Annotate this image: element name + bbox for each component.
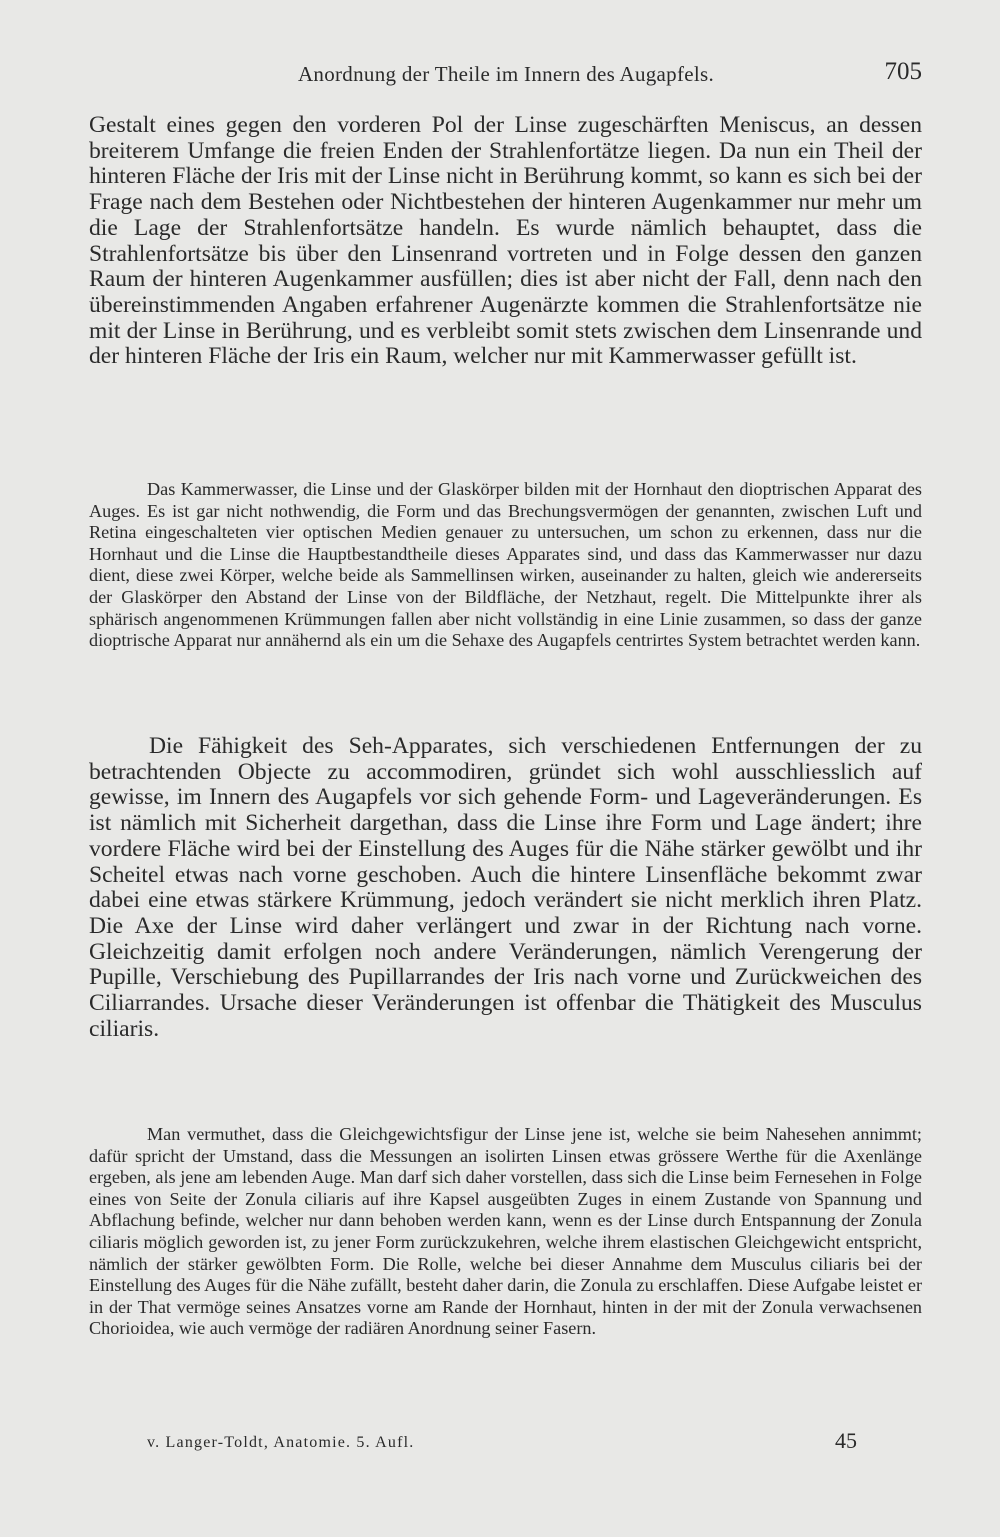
page-header bbox=[90, 58, 922, 92]
note-paragraph-2: Man vermuthet, dass die Gleichgewichtsfigur der Linse jene ist, welche sie beim Nahesehen annimmt; dafür spricht der Umstand, dass die Messungen an isolirten Linsen etwas grössere Werthe für die Axenlänge ergeben, als jene am lebenden Auge. Man darf sich daher vorstellen, dass sich die Linse beim Fernesehen in Folge eines von Seite der Zonula ciliaris auf ihre Kapsel ausgeübten Zuges in einem Zustande von Spannung und Abflachung befinde, welcher nur dann behoben werden kann, wenn es der Linse durch Entspannung der Zonula ciliaris möglich geworden ist, zu jener Form zurückzukehren, welche ihrem elastischen Gleichgewicht entspricht, nämlich der stärker gewölbten Form. Die Rolle, welche bei dieser Annahme dem Musculus ciliaris bei der Einstellung des Auges für die Nähe zufällt, besteht daher darin, die Zonula zu erschlaffen. Diese Aufgabe leistet er in der That vermöge seines Ansatzes vorne am Rande der Hornhaut, hinten in der mit der Zonula verwachsenen Chorioidea, wie auch vermöge der radiären Anordnung seiner Fasern. bbox=[89, 1124, 922, 1339]
running-head: Anordnung der Theile im Innern des Augapfels. bbox=[297, 62, 715, 86]
page-footer bbox=[147, 1428, 857, 1458]
body-paragraph-2: Die Fähigkeit des Seh-Apparates, sich verschiedenen Entfernungen der zu betrachtenden Objecte zu accommodiren, gründet sich wohl ausschliesslich auf gewisse, im Innern des Augapfels vor sich gehende Form- und Lageveränderungen. Es ist nämlich mit Sicherheit dargethan, dass die Linse ihre Form und Lage ändert; ihre vordere Fläche wird bei der Einstellung des Auges für die Nähe stärker gewölbt und ihr Scheitel etwas nach vorne geschoben. Auch die hintere Linsenfläche bekommt zwar dabei eine etwas stärkere Krümmung, jedoch verändert sie nicht merklich ihren Platz. Die Axe der Linse wird daher verlängert und zwar in der Richtung nach vorne. Gleichzeitig damit erfolgen noch andere Veränderungen, nämlich Verengerung der Pupille, Verschiebung des Pupillarrandes der Iris nach vorne und Zurückweichen des Ciliarrandes. Ursache dieser Veränderungen ist offenbar die Thätigkeit des Musculus ciliaris. bbox=[89, 733, 922, 1042]
page-number: 705 bbox=[884, 58, 922, 85]
body-paragraph-1: Gestalt eines gegen den vorderen Pol der Linse zugeschärften Meniscus, an dessen breiterem Umfange die freien Enden der Strahlenfortätze liegen. Da nun ein Theil der hinteren Fläche der Iris mit der Linse nicht in Berührung kommt, so kann es sich bei der Frage nach dem Bestehen oder Nichtbestehen der hinteren Augenkammer nur mehr um die Lage der Strahlenfortsätze handeln. Es wurde nämlich behauptet, dass die Strahlenfortsätze bis über den Linsenrand vortreten und in Folge dessen den ganzen Raum der hinteren Augenkammer ausfüllen; dies ist aber nicht der Fall, denn nach den übereinstimmenden Angaben erfahrener Augenärzte kommen die Strahlenfortsätze nie mit der Linse in Berührung, und es verbleibt somit stets zwischen dem Linsenrande und der hinteren Fläche der Iris ein Raum, welcher nur mit Kammerwasser gefüllt ist. bbox=[89, 112, 922, 370]
note-paragraph-1: Das Kammerwasser, die Linse und der Glaskörper bilden mit der Hornhaut den dioptrischen Apparat des Auges. Es ist gar nicht nothwendig, die Form und das Brechungsvermögen der genannten, zwischen Luft und Retina eingeschalteten vier optischen Medien genauer zu untersuchen, um schon zu erkennen, dass nur die Hornhaut und die Linse die Hauptbestandtheile dieses Apparates sind, und dass das Kammerwasser nur dazu dient, diese zwei Körper, welche beide als Sammellinsen wirken, auseinander zu halten, gleich wie andererseits der Glaskörper den Abstand der Linse von der Bildfläche, der Netzhaut, regelt. Die Mittelpunkte ihrer als sphärisch angenommenen Krümmungen fallen aber nicht vollständig in eine Linie zusammen, so dass der ganze dioptrische Apparat nur annähernd als ein um die Sehaxe des Augapfels centrirtes System betrachtet werden kann. bbox=[89, 479, 922, 651]
signature-line: v. Langer-Toldt, Anatomie. 5. Aufl. bbox=[147, 1434, 415, 1451]
sheet-number: 45 bbox=[835, 1428, 857, 1453]
